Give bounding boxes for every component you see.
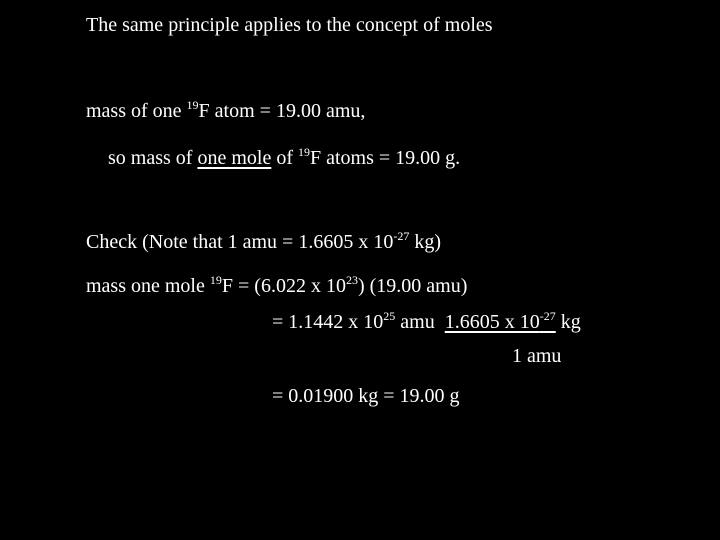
atom-mass-line <box>86 99 365 123</box>
calc2-mid: amu <box>395 311 445 333</box>
calc1-pre: mass one mole <box>86 275 210 297</box>
calc1-post: ) (19.00 amu) <box>357 275 468 297</box>
calc-line-1 <box>86 274 467 298</box>
calc2-exponent: 25 <box>383 309 396 323</box>
fraction-numerator-text: 1.6605 x 10 <box>444 311 540 333</box>
mole-mass-pre: so mass of <box>108 147 198 169</box>
calc2-pre: = 1.1442 x 10 <box>272 311 384 333</box>
calc1-mid: F = (6.022 x 10 <box>221 275 346 297</box>
check-line <box>86 230 441 254</box>
mole-mass-post: F atoms = 19.00 g. <box>310 147 461 169</box>
isotope-superscript: 19 <box>209 273 222 287</box>
check-exponent: -27 <box>393 229 410 243</box>
result-text: = 0.01900 kg = 19.00 g <box>272 385 460 407</box>
slide-title <box>86 13 493 37</box>
atom-mass-pre: mass of one <box>86 100 187 122</box>
one-mole-underlined: one mole <box>197 147 272 169</box>
check-post: kg) <box>409 231 442 253</box>
result-line <box>272 384 460 408</box>
fraction-unit: kg <box>555 311 581 333</box>
isotope-superscript: 19 <box>186 98 199 112</box>
fraction-numerator-exponent: -27 <box>539 309 556 323</box>
check-pre: Check (Note that 1 amu = 1.6605 x 10 <box>86 231 394 253</box>
fraction-numerator <box>445 311 556 333</box>
calc-line-2 <box>272 310 581 334</box>
title-text: The same principle applies to the concept of moles <box>86 14 493 36</box>
mole-mass-mid: of <box>271 147 298 169</box>
isotope-superscript: 19 <box>298 145 310 159</box>
avogadro-exponent: 23 <box>345 273 358 287</box>
calc-line-3 <box>512 344 561 368</box>
fraction-denominator: 1 amu <box>512 345 562 367</box>
atom-mass-post: F atom = 19.00 amu, <box>198 100 366 122</box>
mole-mass-line <box>108 146 460 170</box>
